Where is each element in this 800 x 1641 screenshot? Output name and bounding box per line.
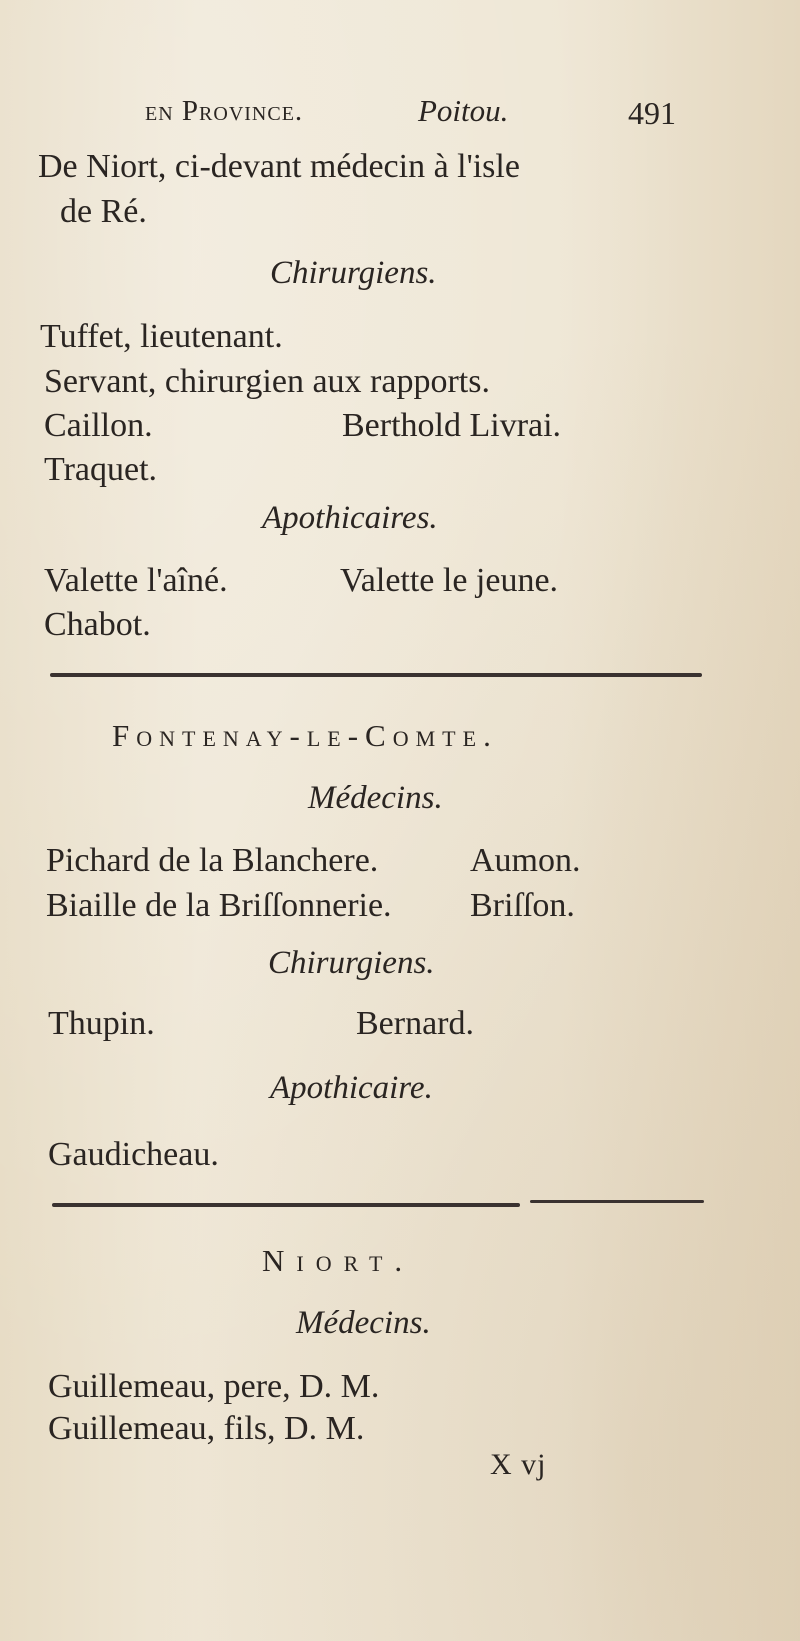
surgeon-entry: Thupin.	[48, 1005, 155, 1042]
surgeon-entry: Tuffet, lieutenant.	[40, 318, 283, 355]
city-heading: Fontenay-le-Comte.	[112, 718, 498, 753]
page-number: 491	[628, 95, 676, 131]
surgeon-entry: Traquet.	[44, 451, 158, 488]
header-location: Poitou.	[418, 93, 509, 128]
running-head: en Province.	[145, 95, 304, 127]
section-heading-doctors: Médecins.	[308, 780, 443, 816]
city-heading: Niort.	[262, 1243, 415, 1278]
section-heading-doctors: Médecins.	[296, 1305, 431, 1341]
apothecary-entry: Chabot.	[44, 606, 151, 643]
apothecary-entry: Gaudicheau.	[48, 1136, 219, 1173]
doctor-entry: Guillemeau, pere, D. M.	[48, 1368, 380, 1405]
section-divider-rule	[530, 1200, 704, 1203]
doctor-entry: Pichard de la Blanchere.	[46, 842, 379, 879]
section-divider-rule	[50, 673, 702, 677]
surgeon-entry: Caillon.	[44, 407, 153, 444]
doctor-entry: Biaille de la Briſſonnerie.	[46, 887, 392, 924]
entry-line: de Ré.	[60, 193, 147, 230]
surgeon-entry: Berthold Livrai.	[342, 407, 562, 444]
doctor-entry: Guillemeau, fils, D. M.	[48, 1410, 365, 1447]
doctor-entry: Briſſon.	[470, 887, 575, 924]
doctor-entry: Aumon.	[470, 842, 581, 879]
section-divider-rule	[52, 1203, 520, 1207]
section-heading-surgeons: Chirurgiens.	[268, 945, 435, 981]
entry-line: De Niort, ci-devant médecin à l'isle	[38, 148, 520, 185]
surgeon-entry: Bernard.	[356, 1005, 475, 1042]
section-heading-surgeons: Chirurgiens.	[270, 255, 437, 291]
surgeon-entry: Servant, chirurgien aux rapports.	[44, 363, 490, 400]
apothecary-entry: Valette l'aîné.	[44, 562, 228, 599]
section-heading-apothecaries: Apothicaires.	[262, 500, 438, 536]
apothecary-entry: Valette le jeune.	[340, 562, 559, 599]
section-heading-apothecary: Apothicaire.	[270, 1070, 433, 1106]
signature-mark: X vj	[490, 1448, 547, 1481]
